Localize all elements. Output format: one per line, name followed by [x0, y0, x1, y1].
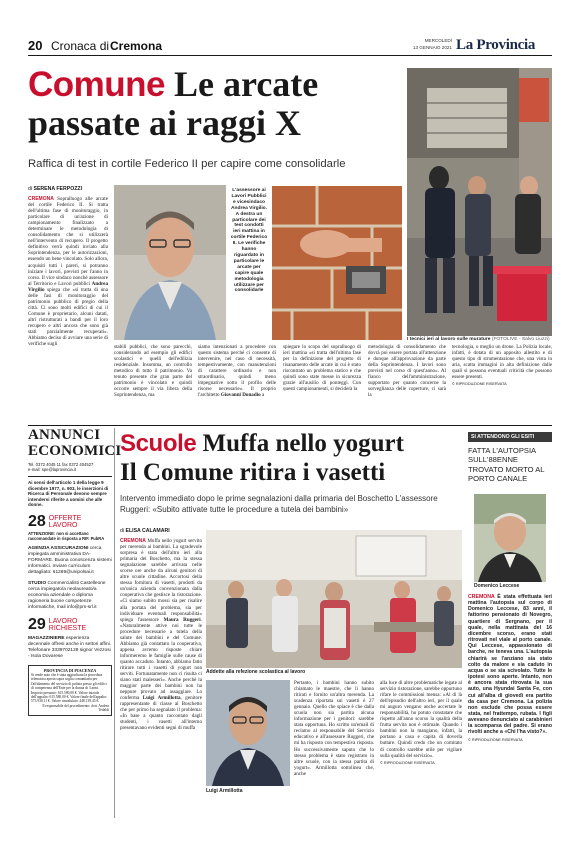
section-offerte-line1: OFFERTE [48, 514, 82, 522]
armillotta-portrait-photo [206, 680, 290, 786]
brick-test-photo [272, 186, 402, 340]
top-subhead: Raffica di test in cortile Federico II per capire come consolidarle [28, 158, 346, 170]
second-headline [120, 430, 465, 496]
top-headline-line1: Le arcate [174, 64, 319, 104]
canteen-photo-caption: Addette alla refezione scolastica al lavoro [206, 669, 306, 675]
top-article-col2: stabili pubblici, che sono parecchi, considerando ad esempio gli edifici scolastici e quelli dell'edilizia residenziale. Insomma, un controllo metodico di tutto il patrimonio. Va tenuto presente che gran parte del patrimonio è vincolato e quindi occorre sempre il via libera della Soprintendenza, ma [114, 344, 192, 399]
top-headline-line2: passate ai raggi X [28, 103, 301, 143]
top-byline-name: SERENA FERPOZZI [33, 186, 83, 192]
second-headline-line1: Muffa nello yogurt [202, 430, 404, 457]
ad-studio: STUDIO Commercialisti Castelleone cerca impiegato/a neolaureato/a economia aziendale o diploma ragioneria buone competenze informatiche, mail info@pm-srl.it [28, 580, 106, 610]
second-byline-name: ELISA CALAMARI [125, 528, 170, 534]
classifieds-phone: Tel. 0372 4045 11 fax 0372 404527 [28, 462, 94, 467]
virgilio-portrait-photo [114, 185, 226, 340]
top-photo-caption: L'assessore ai Lavori Pubblici e vicesindaco Andrea Virgilio. A destra un particolare dei test condotti ieri mattina in cortile Federico II. Le verifiche hanno riguardato in particolare le arcate per capire quale metodologia utilizzare per consolidarle [230, 188, 268, 294]
page-header [28, 38, 552, 54]
sidebar-headline: FATTA L'AUTOPSIA SULL'88ENNE TROVATO MORTO AL PORTO CANALE [468, 446, 545, 483]
second-copyright: © RIPRODUZIONE RISERVATA [380, 760, 435, 765]
section-richieste-line2: RICHIESTE [48, 624, 87, 632]
legal-notice-text: Si rende noto che è stata aggiudicata la procedura telematica aperta sopra soglia comunitaria per l'affidamento del servizio di pulizia presso gli edifici di competenza dell'Ente per la durata di 3 anni. Importo presunto: 615.580,00 €. Valore iniziale dell'appalto: 615.580,00 €. Valore finale dell'appalto: 573.930,11 €. Valore rimodulato: 448.139,45 €. [31, 672, 108, 704]
top-article-col4: spiegare lo scopo del sopralluogo di ieri mattina «si tratta dell'ultima fase per la definizione del progetto di risanamento delle arcate in cui è stato riscontrato un problema statico e che quindi sono state messe in sicurezza grazie all'ausilio di ponteggi. Con questi campionamenti, si deciderà la [283, 344, 361, 393]
top-copyright: © RIPRODUZIONE RISERVATA [452, 382, 507, 387]
classifieds-divider [114, 428, 115, 818]
section-offerte-number: 28 [28, 512, 46, 530]
top-article-col3: siamo intenzionati a procedere con questo sistema perché ci consente di intervenire, nel caso di necessità, tempestivamente, con manutenzioni di carattere ordinario e non straordinario, quindi meno impegnative sotto il profilo delle risorse necessarie». Il proprio l'architetto Giovanni Donadio a [198, 344, 276, 399]
armillotta-caption: Luigi Armillotta [206, 788, 243, 794]
workers-scaffold-photo [407, 68, 552, 336]
second-kicker: Scuole [120, 430, 197, 457]
classifieds-title-line1: ANNUNCI [28, 427, 101, 443]
section-city: Cremona [110, 39, 163, 53]
canteen-staff-photo [206, 530, 462, 668]
leccese-portrait-photo [474, 494, 546, 582]
top-article-col5: metodologia di consolidamento che dovrà poi essere portata all'attenzione e dunque all'approvazione da parte della Soprintendenza. I lavori sono previsti nel corso di quest'anno». Al fianco dell'amministrazione, supportato per quanto concerne la sorveglianza delle coperture, ci sarà la [368, 344, 446, 399]
classifieds-panel [28, 427, 122, 818]
section-prefix: Cronaca di [51, 39, 110, 53]
top-article-bottom-rule [28, 425, 552, 426]
second-subhead: Intervento immediato dopo le prime segnalazioni dalla primaria del Boschetto L'assessore Ruggeri: «Subito attivate tutte le procedure a tutela dei bambini» [120, 494, 438, 514]
second-article-col3: alla luce di altre problematiche legate al servizio ristorazione, sarebbe opportuno rifare le commissioni mensa: «Al di là dell'episodio dell'altro ieri, per il quale mi auguro vengano anche accertate le responsabilità, ho potuto constatare che rispetto all'anno scorso la qualità della frutta servita non è ottimale. Quando i bambini non la mangiano, infatti, la portano a casa e capita di doverla buttare. Quindi credo che un comitato di controllo sarebbe utile per vigilare sulla qualità del servizio». © RIPRODUZIONE RISERVATA [380, 680, 462, 765]
classifieds-email: e-mail: spe@laprovincia.it [28, 467, 77, 472]
top-article-col1: CREMONA Sopralluogo alle arcate del cortile Federico II. Si tratta dell'ultima fase di monitoraggio, in particolare di un'azione di campionamento finalizzato a determinare le metodologia di consolidamento che si utilizzerà nell'intervento di recupero. Il progetto definitivo verrà quindi inviato alla Soprintendenza, per le autorizzazioni, essendo un bene vincolato. Solo allora, acquisiti tutti i pareri, si potranno iniziare i lavori, previsti per l'anno in corso. Il vice sindaco nonché assessore al Territorio e Lavori pubblici Andrea Virgilio spiega che «si tratta di una delle fasi di monitoraggio del patrimonio pubblico di pregio della città. Ci sono molti edifici di cui il Comune è proprietario, alcuni datati, altri ristrutturati a bandi per il loro recupero e altri ancora che sono già stati parzialmente recuperati». Abbiamo deciso di avviare una serie di verifiche sugli [28, 196, 108, 348]
second-headline-line2: Il Comune ritira i vasetti [120, 459, 386, 486]
second-byline: di ELISA CALAMARI [120, 528, 170, 534]
header-date: 13 GENNAIO 2021 [412, 45, 452, 50]
second-article-col1: CREMONA Muffa nello yogurt servito per merenda ai bambini. La sgradevole sorpresa è stata dell'altro ieri alla primaria del Boschetto, ma la stessa segnalazione sarebbe arrivata nelle scorse ore anche da alcuni genitori di altre scuole cittadine. Accortosi della stessa fornitura di vasetti, prodotti da un'unica azienda convenzionata dalla cooperativa che gestisce la ristorazione. «Ci siamo subito mossi sia per risalire alla portata del problema, sia per individuare eventuali responsabilità» spiega l'assessore Maura Ruggeri. «Naturalmente attive noi tutte le procedure necessarie a tutela della salute dei bambini e del Comune. Abbiamo già contattato la cooperativa, appena avremo risposte chiare informeremo le famiglie sulle cause di quanto accaduto. Intanto, abbiamo fatto ritirare tutti i vasetti di yogurt non serviti. Fortunatamente non ci risulta ci siano stati malesseri». Anche perché la maggior parte dei bambini non ha neppure provato ad assaggiare. Lo conferma Luigi Armillotta, genitore rappresentante di classe al Boschetto che per primo ha segnalato il problema: «In base a quanto raccontato dagli studenti, i vasetti all'interno presentavano evidenti segni di muffa [120, 538, 203, 732]
classifieds-title-line2: ECONOMICI [28, 443, 122, 459]
ad-insurance-agency: AGENZIA ASSICURAZIONI cerca impiegata amministrativa DA-FORMARE. Buona conoscenza sistemi informatici. Inviare curriculum dettagliato: 61269@unipolsai.it [28, 545, 112, 575]
section-offerte-line2: LAVORO [48, 521, 78, 529]
top-byline: di SERENA FERPOZZI [28, 186, 83, 192]
masthead-logo: La Provincia [456, 37, 536, 53]
section-offerte-lavoro [28, 514, 112, 529]
classifieds-attention: ATTENZIONE: non si accettano raccomandate in risposta a RIF. PubRA [28, 530, 105, 541]
top-headline [28, 66, 398, 166]
sidebar-banner: SI ATTENDONO GLI ESITI [468, 432, 552, 442]
classifieds-intro: Ai sensi dell'articolo 1 della legge 9 dicembre 1977, n. 903, le inserzioni di Ricerca di Personale devono sempre intendersi riferite a uomini che alle donne. [28, 480, 109, 508]
sidebar-copyright: © RIPRODUZIONE RISERVATA [468, 737, 523, 742]
page-number: 20 [28, 38, 43, 53]
top-article-col6: tecnologia, o meglio un drone. La Polizia locale, infatti, è dotata di un apposito allestito e di questo tipo di strumentazione che, una vista in aria, scatta immagini in alta definizione dalle quali si possono eventuali criticità che possono essere presenti. © RIPRODUZIONE RISERVATA [452, 344, 552, 387]
section-richieste-line1: LAVORO [48, 617, 78, 625]
legal-notice-title: PROVINCIA DI PIACENZA [43, 667, 97, 673]
section-richieste-number: 29 [28, 615, 46, 633]
header-day: MERCOLEDÌ [424, 38, 452, 43]
sidebar-text: CREMONA È stata effettuata ieri mattina l'autopsia sul corpo di Domenico Leccese, 83 anni, il fattorino pensionato di Novegro, quartiere di Sergnano, per il quale, nella mattinata del 16 dicembre scorso, erano stati ritrovati nel viale al porto canale. Qui Leccese, appassionato di barche, ne teneva una. L'autopsia chiarirà se l'anziano sia stato colto da malore e sia caduto in acqua o se sia scivolato. Tutte le ipotesi sono aperte. Intanto, non è ancora stata ritrovata la sua auto, una Hyundai Santa Fe, con cui all'alba di giovedì era partito da casa per Cremona. La polizia non esclude che possa essere stata, nel frattempo, rubata. I figli avevano denunciato ai carabinieri la scomparsa del padre. Si erano rivolti anche a «Chi l'ha visto?». © RIPRODUZIONE RISERVATA [468, 594, 552, 742]
header-rule [28, 55, 552, 56]
legal-notice-box [28, 665, 112, 716]
workers-photo-caption: I tecnici ieri al lavoro sulle murature (FOTOLIVE - Salvo Liuzzi) [407, 337, 550, 342]
section-lavoro-richieste [28, 617, 112, 632]
ad-magazziniere: MAGAZZINIERE esperienza decennale offresi anche in settori affini. Telefonare 3339702128 signor Vezzosi - Isola Dovarese [28, 635, 112, 659]
second-article-col2: Pertanto, i bambini hanno subito chiamato le maestre, che li hanno ritirati e fornito un'altra merenda. La scadenza riportata sui vasetti è 27 gennaio. Quello che spiace è che dalla scuola non sia partita alcuna informazione per i genitori: sarebbe stata opportuna. Ho scritto un'email di reclamo al responsabile del Servizio educativo e all'assessore Ruggeri, che mi ha risposto con tempestiva risposta. Ho successivamente saputo che lo stesso problema è stato registrato in altre scuole, con la stessa partita di yogurt». Armillotta sottolinea che, anche [294, 680, 374, 777]
leccese-caption: Domenico Leccese [474, 583, 520, 589]
top-kicker: Comune [28, 65, 165, 104]
legal-notice-sign: Il responsabile del procedimento: dott. Andrea Tedaldi [42, 703, 109, 713]
